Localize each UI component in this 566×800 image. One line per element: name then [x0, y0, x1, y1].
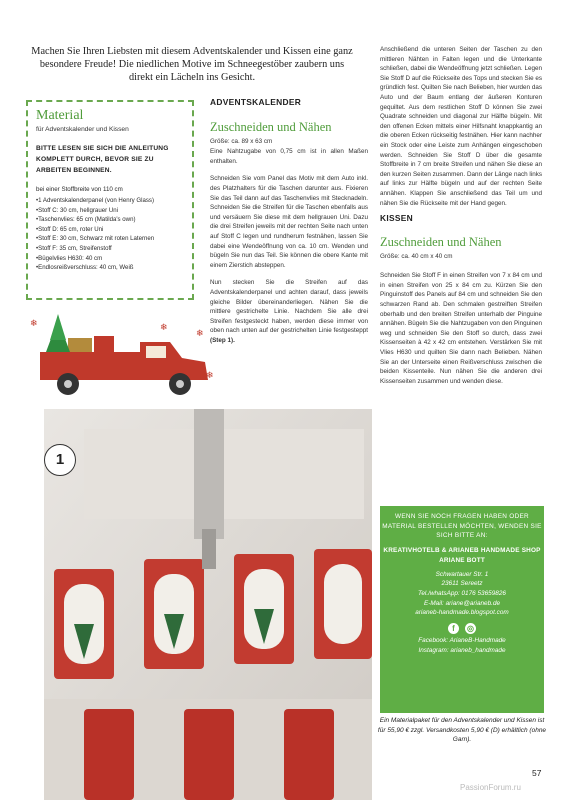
material-item: • Stoff C: 30 cm, hellgrauer Uni [36, 206, 186, 216]
snowflake-icon: ❄ [160, 322, 168, 332]
material-title: Material [36, 108, 84, 123]
contact-box [380, 506, 544, 713]
website: arianeb-handmade.blogspot.com [415, 609, 509, 617]
material-item: • Taschenvlies: 65 cm (Matilda's own) [36, 215, 186, 225]
snowflake-icon: ❄ [30, 318, 38, 328]
size-text: Größe: ca. 89 x 63 cm [210, 137, 273, 145]
package-note: Ein Materialpaket für den Adventskalender und Kissen ist für 55,90 € zzgl. Versandkosten 5,90 € (D) erhältlich (ohne Garn). [377, 717, 547, 743]
material-item: • Stoff D: 65 cm, roter Uni [36, 225, 186, 235]
truck-illustration [20, 312, 220, 412]
snowflake-icon: ❄ [196, 328, 204, 338]
paragraph-text: Nun stecken Sie die Streifen auf das Adventskalenderpanel und achten darauf, dass jeweils gleiche Bilder übereinanderliegen. Nähen Sie die mittlere gestrichelte Linie. Nachdem Sie alle drei Streifen festgesteckt haben, werden diese immer von oben nach unten auf der gestrichelten Linie festgesteppt [210, 279, 368, 335]
page-number: 57 [532, 768, 542, 778]
instagram-handle: Instagram: arianeb_handmade [418, 646, 506, 654]
material-item: • Stoff E: 30 cm, Schwarz mit roten Laternen [36, 234, 186, 244]
material-base: bei einer Stoffbreite von 110 cm [36, 186, 123, 193]
column-right [380, 45, 542, 394]
sewing-photo [44, 409, 372, 800]
facebook-icon: f [448, 623, 459, 634]
column-advent [210, 98, 368, 353]
material-item: • Endlosreißverschluss: 40 cm, Weiß [36, 263, 186, 273]
truck-bed [40, 352, 140, 380]
street: Schwartauer Str. 1 [435, 570, 489, 578]
material-box [26, 100, 194, 300]
paragraph: Schneiden Sie Stoff F in einen Streifen von 7 x 84 cm und in einen Streifen von 25 x 84 cm zu. Kürzen Sie den Pinguinstoff des Panels auf 84 cm und schneiden Sie den schwarzen Rand ab. Den schmalen gestreiften Streifen oberhalb und den breiten Streifen unterhalb der Pinguine annähen. Bügeln Sie die Nahtzugaben von den Pinguinen weg und schneiden Sie den Stoff so durch, dass zwei Kissenseiten à 42 x 42 cm entstehen. Verstärken Sie mit Vlies H630 und quilten Sie dann nach Belieben. Nähen Sie an der Unterseite einen Reißverschluss zwischen die beiden Kissenteile. Nun nähen Sie die anderen drei Kissenseiten zusammen und wenden diese. [380, 272, 542, 385]
instagram-icon: ◎ [465, 623, 476, 634]
paragraph: Eine Nahtzugabe von 0,75 cm ist in allen Maßen enthalten. [210, 148, 368, 165]
facebook-handle: Facebook: ArianeB-Handmade [418, 637, 506, 645]
phone: Tel./whatsApp: 0176 53659826 [418, 589, 506, 597]
size-text: Größe: ca. 40 cm x 40 cm [380, 252, 453, 260]
snowflake-icon: ❄ [206, 370, 214, 380]
email: E-Mail: ariane@arianeb.de [423, 599, 501, 607]
heading-kissen: KISSEN [380, 213, 413, 224]
footer-watermark: PassionForum.ru [460, 783, 521, 792]
material-item: • Bügelvlies H630: 40 cm [36, 254, 186, 264]
section-title: Zuschneiden und Nähen [210, 119, 332, 134]
section-title: Zuschneiden und Nähen [380, 234, 502, 249]
shop-name: KREATIVHOTELB & ARIANEB HANDMADE SHOP [383, 547, 541, 555]
material-item: • 1 Adventskalenderpanel (von Henry Glass) [36, 196, 186, 206]
material-list [36, 196, 186, 273]
contact-question: WENN SIE NOCH FRAGEN HABEN ODER MATERIAL BESTELLEN MÖCHTEN, WENDEN SIE SICH BITTE AN: [382, 513, 542, 540]
gift-box [68, 338, 92, 352]
city: 23611 Sereetz [441, 580, 483, 588]
paragraph: Schneiden Sie vom Panel das Motiv mit dem Auto inkl. des Platzhalters für die Taschen darunter aus. Fixieren Sie das Teil dann auf das Taschenvlies mit Stecknadeln. Schneiden Sie die Streifen für die Taschen ebenfalls aus und versäuern Sie diese mit dem hellgrauen Uni. Dazu die drei Streifen jeweils mit der rechten Seite nach unten auf Stoff C legen und rundherum festnähen, lassen Sie dabei eine Wendeöffnung von ca. 10 cm. Wenden und bügeln Sie nun das Teil. Sie können die obere Kante mit einem Zierstich absteppen. [210, 175, 368, 269]
step-badge: 1 [44, 444, 76, 476]
paragraph: Anschließend die unteren Seiten der Taschen zu den mittleren Nähten in Falten legen und die Unterkante schließen, dabei die Wendeöffnung jetzt schließen. Legen Sie Stoff D auf die Rückseite des Tops und stecken Sie es gründlich fest. Quilten Sie nach Belieben, hier wurden das Auto und der Baum entlang der äußeren Konturen gequiltet. Aus dem restlichen Stoff D können Sie zwei Quadrate schneiden und diagonal zur Hälfte bügeln. Mit den offenen Ecken mittels einer Hilfsnaht knappkantig an die oberen Ecken rückseitig festnähen. Hier kann nachher ein Stock oder eine Leiste zum Anhängen eingeschoben werden. Schneiden Sie Stoff D über die gesamte Stoffbreite in 7 cm breite Streifen und nähen Sie diese an den kurzen Seiten zusammen. Dann der Länge nach links auf links zur Hälfte bügeln und auf der rechten Seite annähen. Klappen Sie anschließend das Teil um und nähen Sie die Rückseite mit der Hand gegen. [380, 46, 542, 207]
step-ref: (Step 1). [210, 336, 235, 344]
material-subtitle: für Adventskalender und Kissen [36, 126, 129, 133]
heading-advent: ADVENTSKALENDER [210, 97, 302, 107]
paragraph [210, 278, 368, 345]
material-warning: BITTE LESEN SIE SICH DIE ANLEITUNG KOMPLETT DURCH, BEVOR SIE ZU ARBEITEN BEGINNEN. [36, 145, 169, 174]
intro-text: Machen Sie Ihren Liebsten mit diesem Adventskalender und Kissen eine ganz besondere Freude! Die niedlichen Motive im Schneegestöber zaubern uns direkt ein Lächeln ins Gesicht. [31, 46, 353, 84]
material-item: • Stoff F: 35 cm, Streifenstoff [36, 244, 186, 254]
owner-name: ARIANE BOTT [439, 556, 485, 564]
gift-box [94, 336, 114, 352]
